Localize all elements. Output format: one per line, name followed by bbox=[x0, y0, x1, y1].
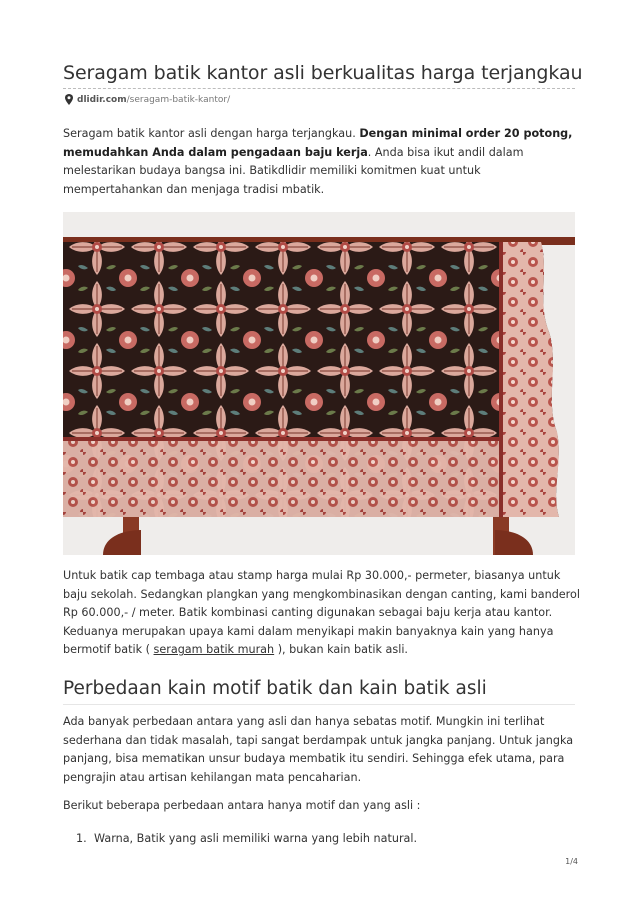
intro-text-a: Seragam batik kantor asli dengan harga terjangkau. bbox=[63, 127, 360, 140]
intro-bold: Dengan minimal order 20 potong, memudahkan Anda dalam pengadaan baju kerja bbox=[63, 127, 573, 159]
page-number: 1/4 bbox=[565, 857, 578, 866]
list-item-text: Warna, Batik yang asli memiliki warna yang lebih natural. bbox=[94, 832, 418, 845]
section-heading: Perbedaan kain motif batik dan kain batik asli bbox=[63, 678, 487, 699]
intro-text-b: . Anda bisa ikut andil dalam melestarikan budaya bangsa ini. Batikdlidir memiliki komitmen kuat untuk mempertahankan dan menjaga tradisi mbatik. bbox=[63, 145, 524, 196]
pricing-text-b: ), bukan kain batik asli. bbox=[274, 643, 408, 657]
list-item bbox=[76, 830, 417, 848]
page-title: Seragam batik kantor asli berkualitas harga terjangkau bbox=[63, 62, 583, 84]
source-path[interactable]: /seragam-batik-kantor/ bbox=[126, 95, 231, 105]
intro-paragraph bbox=[63, 125, 583, 199]
source-line bbox=[63, 93, 230, 107]
list-item-number: 1. bbox=[76, 832, 87, 845]
batik-fabric-photo bbox=[63, 212, 575, 555]
batik-image-svg bbox=[63, 212, 575, 555]
source-domain[interactable]: dlidir.com bbox=[77, 95, 127, 105]
heading-divider bbox=[63, 704, 575, 705]
list-intro-paragraph: Berikut beberapa perbedaan antara hanya motif dan yang asli : bbox=[63, 799, 421, 812]
pricing-paragraph bbox=[63, 567, 583, 660]
map-pin-icon bbox=[63, 93, 75, 106]
seragam-batik-murah-link[interactable]: seragam batik murah bbox=[153, 643, 275, 657]
difference-paragraph: Ada banyak perbedaan antara yang asli dan hanya sebatas motif. Mungkin ini terlihat sederhana dan tidak masalah, tapi sangat berdampak untuk jangka panjang. Untuk jangka panjang, bisa mematikan unsur budaya membatik itu sendiri. Sehingga efek utama, para pengrajin atau artisan kehilangan mata pencaharian. bbox=[63, 715, 574, 784]
pricing-text-a: Untuk batik cap tembaga atau stamp harga mulai Rp 30.000,- permeter, biasanya untuk baju sekolah. Sedangkan plangkan yang mengkombinasikan dengan canting, kami banderol Rp 60.000,- / meter. Batik kombinasi canting digunakan sebagai baju kerja atau kantor. Keduanya merupakan upaya kami dalam menyikapi makin banyaknya kain yang hanya bermotif batik ( bbox=[63, 569, 580, 657]
title-divider bbox=[63, 88, 575, 89]
